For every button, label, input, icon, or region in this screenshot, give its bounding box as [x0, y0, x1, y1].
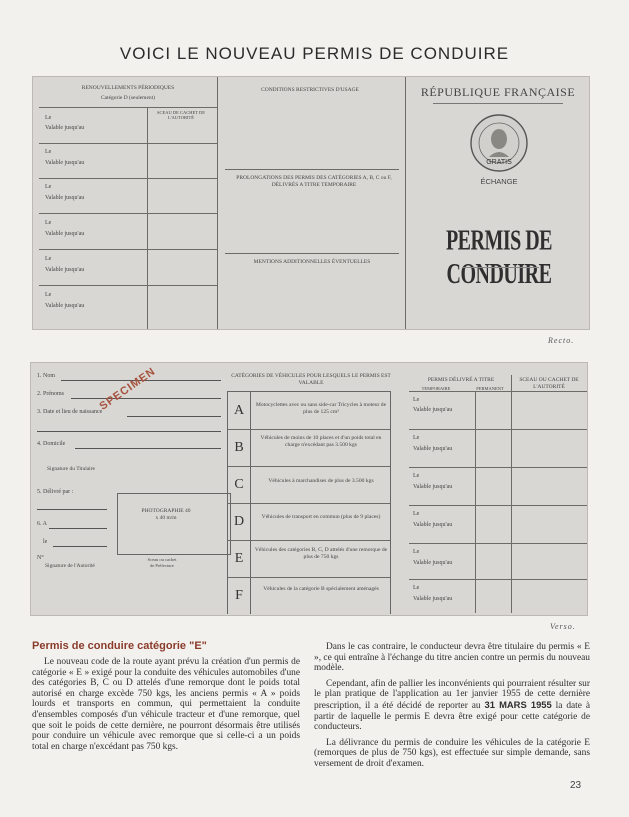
- mentions-label: MENTIONS ADDITIONNELLES ÉVENTUELLES: [253, 259, 371, 265]
- field-delivre: 5. Délivré par :: [37, 489, 74, 495]
- validity-valable: Valable jusqu'au: [413, 560, 453, 566]
- category-text-e: Véhicules des catégories B, C, D attelés d'une remorque de plus de 750 kgs: [254, 547, 388, 560]
- echange-label: ÉCHANGE: [480, 177, 518, 186]
- category-letter-f: F: [228, 577, 251, 614]
- article-date: 31 MARS 1955: [484, 698, 552, 710]
- divider: [409, 579, 587, 580]
- validity-le: Le: [413, 397, 420, 403]
- article-text: Cependant, afin de pallier les inconvénients qui pourraient résulter sur le plan pratique de l'application au 1er janvier 1955 de cette dernière prescription, il a été décidé de reporter au: [314, 678, 590, 711]
- divider: [228, 503, 390, 504]
- signature-titulaire: Signature du Titulaire: [47, 466, 95, 472]
- divider: [225, 169, 399, 170]
- divider: [409, 543, 587, 544]
- article-paragraph: [314, 679, 590, 733]
- renewal-le: Le: [45, 292, 52, 298]
- sceau-prefecture: Sceau ou cachet de Préfecture: [147, 557, 177, 568]
- renewal-le: Le: [45, 115, 52, 121]
- photo-label: PHOTOGRAPHIE 40 x 40 m/m: [141, 508, 191, 521]
- field-domicile: 4. Domicile: [37, 441, 66, 447]
- prolongations-label: PROLONGATIONS DES PERMIS DES CATÉGORIES A, B, C ou F, DÉLIVRÉS A TITRE TEMPORAIRE: [236, 175, 392, 188]
- field-le: le: [43, 539, 48, 545]
- validity-le: Le: [413, 435, 420, 441]
- specimen-stamp: SPECIMEN: [97, 365, 158, 413]
- permis-de-conduire-label: PERMIS DE CONDUIRE: [445, 225, 553, 291]
- divider: [217, 77, 218, 329]
- article-paragraph: La délivrance du permis de conduire les véhicules de la catégorie E (remorques de plus de 750 kgs), est effectuée sur simple demande, sans versement de droit d'examen.: [314, 737, 590, 769]
- divider: [228, 577, 390, 578]
- permanent-label: PERMANENT: [476, 386, 504, 391]
- field-line: [37, 431, 221, 432]
- renewal-valable: Valable jusqu'au: [45, 160, 85, 166]
- divider: [147, 107, 148, 329]
- renewal-valable: Valable jusqu'au: [45, 231, 85, 237]
- recto-card: [32, 76, 590, 330]
- validity-le: Le: [413, 585, 420, 591]
- divider: [511, 375, 512, 613]
- seal-icon: [469, 113, 529, 178]
- validity-valable: Valable jusqu'au: [413, 596, 453, 602]
- field-nom: 1. Nom: [37, 373, 55, 379]
- page-title: VOICI LE NOUVEAU PERMIS DE CONDUIRE: [119, 44, 510, 63]
- divider: [409, 429, 587, 430]
- article-heading: Permis de conduire catégorie "E": [32, 640, 207, 652]
- divider: [409, 505, 587, 506]
- divider: [39, 107, 217, 108]
- sceau-label: SCEAU DE CACHET DE L'AUTORITÉ: [156, 110, 206, 120]
- verso-caption: Verso.: [550, 622, 576, 631]
- temporaire-label: TEMPORAIRE: [421, 386, 451, 391]
- category-letter-a: A: [228, 392, 251, 429]
- categorie-d-label: Catégorie D (seulement): [100, 95, 156, 101]
- conditions-label: CONDITIONS RESTRICTIVES D'USAGE: [261, 87, 359, 93]
- divider: [409, 467, 587, 468]
- renewal-valable: Valable jusqu'au: [45, 195, 85, 201]
- category-letter-b: B: [228, 429, 251, 466]
- validity-le: Le: [413, 473, 420, 479]
- republique-underline: [433, 103, 563, 104]
- divider: [228, 466, 390, 467]
- article-paragraph: Le nouveau code de la route ayant prévu la création d'un permis de catégorie « E » exigé pour la conduite des véhicules automobiles d'une des catégories B, C ou D attelés d'une remorque dont le poids total autorisé en charge excède 750 kgs, les anciens permis « A » poids lourds et transports en commun, qui permettaient la conduite d'ensembles composés d'un véhicule tracteur et d'une remorque, quel que soit le poids de cette dernière, ne pourront désormais être utilisés pour conduire un véhicule avec remorque que si celle-ci a un poids total en charge n'excédant pas 750 kgs.: [32, 657, 300, 752]
- category-text-b: Véhicules de moins de 10 places et d'un poids total en charge n'excédant pas 3.500 kgs: [260, 435, 382, 448]
- validity-valable: Valable jusqu'au: [413, 522, 453, 528]
- article-column-1: [32, 657, 300, 752]
- renewal-le: Le: [45, 256, 52, 262]
- field-a: 6. A: [37, 521, 48, 527]
- renouvellements-title: RENOUVELLEMENTS PÉRIODIQUES: [81, 85, 175, 91]
- renewal-valable: Valable jusqu'au: [45, 267, 85, 273]
- category-text-d: Véhicules de transport en commun (plus de 9 places): [261, 514, 381, 520]
- validity-valable: Valable jusqu'au: [413, 446, 453, 452]
- recto-caption: Recto.: [548, 336, 575, 345]
- field-line: [127, 416, 221, 417]
- gratis-label: GRATIS: [486, 159, 512, 166]
- field-prenoms: 2. Prénoms: [37, 391, 64, 397]
- categories-table: [227, 391, 391, 614]
- article-paragraph: Dans le cas contraire, le conducteur devra être titulaire du permis « E », ce qui entraîne à l'échange du titre ancien contre un permis du nouveau modèle.: [314, 642, 590, 674]
- field-line: [49, 528, 107, 529]
- divider: [225, 253, 399, 254]
- verso-card: [30, 362, 588, 616]
- category-letter-e: E: [228, 540, 251, 577]
- divider: [39, 213, 217, 214]
- divider: [228, 429, 390, 430]
- field-naissance: 3. Date et lieu de naissance: [37, 409, 103, 415]
- field-line: [53, 546, 107, 547]
- page-number: 23: [570, 780, 582, 791]
- divider: [39, 143, 217, 144]
- article-column-2: [314, 642, 590, 770]
- validity-valable: Valable jusqu'au: [413, 484, 453, 490]
- article-text: la date à partir de laquelle le permis E devra être exigé pour cette catégorie de conducteurs.: [314, 700, 590, 733]
- field-line: [71, 398, 221, 399]
- photo-box: [117, 493, 231, 555]
- category-letter-c: C: [228, 466, 251, 503]
- signature-autorite: Signature de l'Autorité: [45, 563, 95, 569]
- category-text-a: Motocyclettes avec ou sans side-car Tricycles à moteur de plus de 125 cm³: [255, 402, 387, 415]
- divider: [39, 178, 217, 179]
- divider: [405, 77, 406, 329]
- ornament: [463, 267, 539, 268]
- sceau-autorite-label: SCEAU OU CACHET DE L'AUTORITÉ: [519, 377, 579, 390]
- divider: [409, 391, 587, 392]
- divider: [228, 540, 390, 541]
- validity-valable: Valable jusqu'au: [413, 407, 453, 413]
- category-letter-d: D: [228, 503, 251, 540]
- renewal-valable: Valable jusqu'au: [45, 303, 85, 309]
- permis-delivre-label: PERMIS DÉLIVRÉ A TITRE: [427, 377, 495, 383]
- validity-le: Le: [413, 549, 420, 555]
- category-text-c: Véhicules à marchandises de plus de 3.500 kgs: [268, 478, 374, 484]
- field-line: [75, 448, 221, 449]
- renewal-le: Le: [45, 149, 52, 155]
- renewal-le: Le: [45, 184, 52, 190]
- renewal-le: Le: [45, 220, 52, 226]
- renewal-valable: Valable jusqu'au: [45, 125, 85, 131]
- validity-le: Le: [413, 511, 420, 517]
- category-text-f: Véhicules de la catégorie B spécialement aménagés: [263, 586, 379, 592]
- divider: [39, 249, 217, 250]
- divider: [39, 285, 217, 286]
- categories-title: CATÉGORIES DE VÉHICULES POUR LESQUELS LE PERMIS EST VALABLE: [231, 373, 391, 386]
- field-line: [37, 509, 107, 510]
- field-numero: N°: [37, 555, 44, 561]
- republique-francaise: RÉPUBLIQUE FRANÇAISE: [420, 85, 576, 99]
